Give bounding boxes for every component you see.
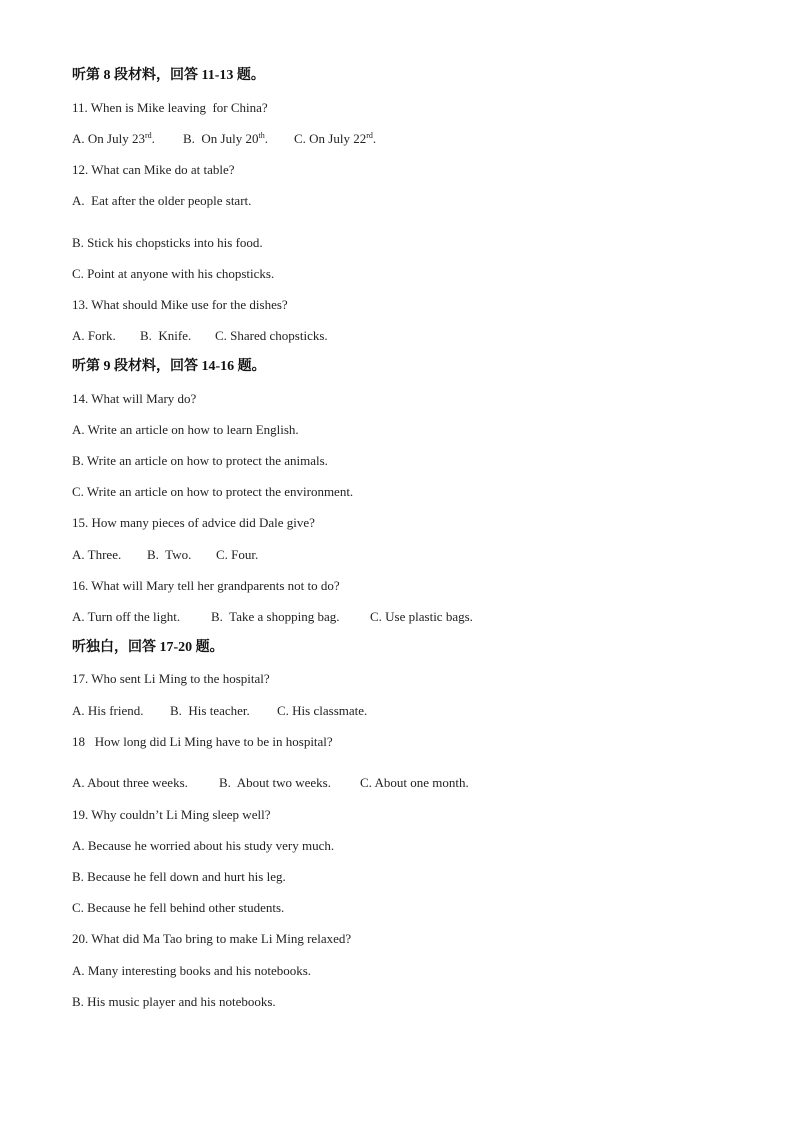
option: A. Many interesting books and his notebooks.: [72, 963, 312, 978]
option: B. His teacher.: [170, 703, 250, 718]
option: A. Three.: [72, 547, 122, 562]
option: B. Write an article on how to protect the animals.: [72, 453, 328, 468]
option: A. Because he worried about his study very much.: [72, 838, 335, 853]
question-stem: 20. What did Ma Tao bring to make Li Ming relaxed?: [72, 931, 352, 946]
option: B. Stick his chopsticks into his food.: [72, 235, 263, 250]
option: B. Knife.: [140, 328, 192, 343]
option: C. Four.: [216, 547, 259, 562]
question-stem: 14. What will Mary do?: [72, 391, 197, 406]
option: B. About two weeks.: [219, 775, 331, 790]
option: B. Take a shopping bag.: [211, 609, 340, 624]
question-stem: 16. What will Mary tell her grandparents not to do?: [72, 578, 340, 593]
option: C. His classmate.: [277, 703, 368, 718]
option: C. Write an article on how to protect the environment.: [72, 484, 354, 499]
options-row: [72, 131, 377, 147]
option: A. Turn off the light.: [72, 609, 181, 624]
option: C. Because he fell behind other students.: [72, 900, 285, 915]
option: A. His friend.: [72, 703, 144, 718]
question-stem: 11. When is Mike leaving for China?: [72, 100, 268, 115]
option: C. Shared chopsticks.: [215, 328, 328, 343]
option: B. His music player and his notebooks.: [72, 994, 276, 1009]
option: C. Point at anyone with his chopsticks.: [72, 266, 275, 281]
question-stem: 12. What can Mike do at table?: [72, 162, 235, 177]
option: A. Fork.: [72, 328, 116, 343]
option: C. Use plastic bags.: [370, 609, 473, 624]
section-heading: 听独白，回答 17-20 题。: [72, 640, 224, 655]
question-stem: 19. Why couldn’t Li Ming sleep well?: [72, 807, 271, 822]
options-row: [72, 609, 473, 625]
section-heading: 听第 9 段材料，回答 14-16 题。: [72, 359, 266, 374]
options-row: [72, 328, 328, 344]
option: B. Because he fell down and hurt his leg.: [72, 869, 286, 884]
option: A. About three weeks.: [72, 775, 188, 790]
options-row: [72, 547, 259, 563]
options-row: [72, 775, 469, 791]
section-heading: 听第 8 段材料，回答 11-13 题。: [72, 68, 265, 83]
option: B. Two.: [147, 547, 192, 562]
question-stem: 13. What should Mike use for the dishes?: [72, 297, 288, 312]
question-stem: 18 How long did Li Ming have to be in hospital?: [72, 734, 333, 749]
option: C. On July 22rd.: [294, 131, 377, 146]
options-row: [72, 703, 368, 719]
option: A. Eat after the older people start.: [72, 193, 252, 208]
option: A. On July 23rd.: [72, 131, 155, 146]
option: B. On July 20th.: [183, 131, 268, 146]
question-stem: 15. How many pieces of advice did Dale give?: [72, 515, 315, 530]
option: C. About one month.: [360, 775, 469, 790]
question-stem: 17. Who sent Li Ming to the hospital?: [72, 671, 270, 686]
option: A. Write an article on how to learn English.: [72, 422, 299, 437]
